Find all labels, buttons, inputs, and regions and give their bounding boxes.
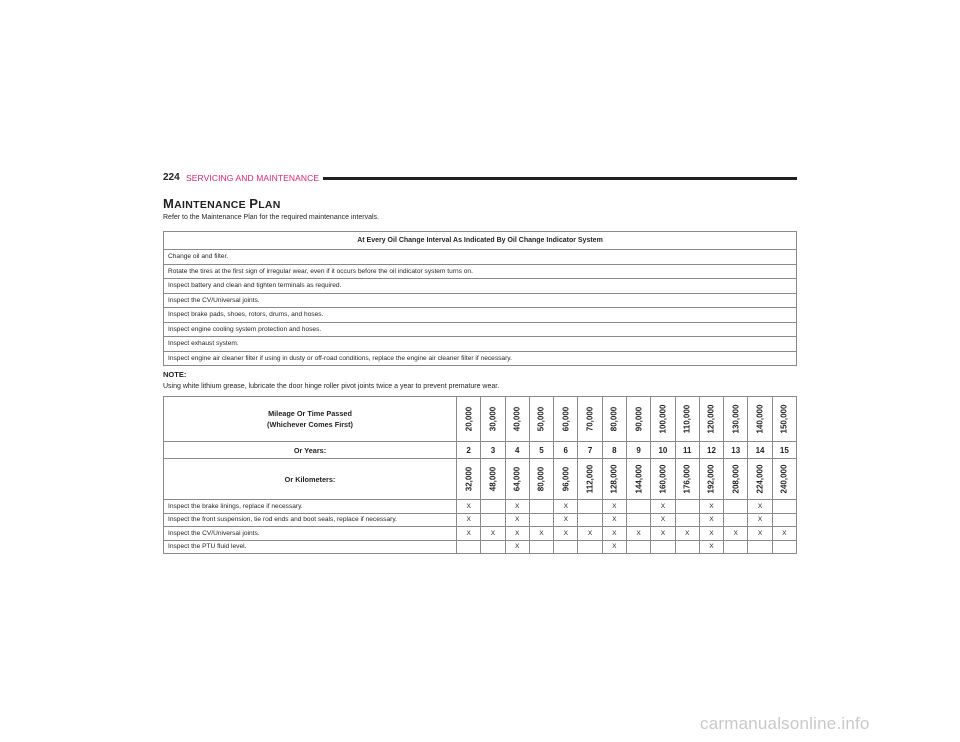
kilometers-cell: 192,000 [699, 459, 723, 500]
task-mark [675, 500, 699, 514]
mileage-cell: 150,000 [772, 397, 796, 442]
oil-table-row: Inspect exhaust system. [164, 337, 797, 352]
mileage-cell: 110,000 [675, 397, 699, 442]
mileage-label-line2: (Whichever Comes First) [267, 420, 353, 429]
mileage-cell: 90,000 [626, 397, 650, 442]
task-mark: X [724, 527, 748, 541]
oil-table-header: At Every Oil Change Interval As Indicated By Oil Change Indicator System [164, 232, 797, 250]
oil-table-row: Inspect battery and clean and tighten terminals as required. [164, 279, 797, 294]
task-label: Inspect the brake linings, replace if necessary. [164, 500, 457, 514]
kilometers-cell: 80,000 [529, 459, 553, 500]
years-label: Or Years: [164, 442, 457, 459]
watermark: carmanualsonline.info [700, 714, 870, 733]
task-mark [675, 540, 699, 554]
years-cell: 3 [481, 442, 505, 459]
years-cell: 10 [651, 442, 675, 459]
maintenance-schedule-table [163, 396, 797, 554]
task-mark: X [554, 513, 578, 527]
task-mark: X [651, 500, 675, 514]
task-mark: X [457, 500, 481, 514]
task-mark: X [699, 527, 723, 541]
task-mark: X [626, 527, 650, 541]
years-cell: 8 [602, 442, 626, 459]
task-mark [529, 540, 553, 554]
years-cell: 2 [457, 442, 481, 459]
years-cell: 9 [626, 442, 650, 459]
table-row [164, 513, 797, 527]
task-mark: X [651, 513, 675, 527]
kilometers-cell: 112,000 [578, 459, 602, 500]
oil-table-row: Inspect engine cooling system protection and hoses. [164, 322, 797, 337]
oil-change-table [163, 231, 797, 366]
task-mark: X [505, 527, 529, 541]
mileage-cell: 70,000 [578, 397, 602, 442]
task-mark [554, 540, 578, 554]
task-mark: X [602, 540, 626, 554]
page-title: MAINTENANCE PLAN [163, 196, 281, 211]
task-mark [626, 513, 650, 527]
page-header [163, 172, 797, 186]
kilometers-label: Or Kilometers: [164, 459, 457, 500]
task-mark: X [699, 540, 723, 554]
kilometers-cell: 96,000 [554, 459, 578, 500]
task-mark: X [505, 513, 529, 527]
kilometers-cell: 176,000 [675, 459, 699, 500]
task-mark: X [602, 513, 626, 527]
task-mark: X [554, 500, 578, 514]
task-mark [626, 500, 650, 514]
mileage-label-line1: Mileage Or Time Passed [268, 409, 352, 418]
mileage-cell: 40,000 [505, 397, 529, 442]
task-mark: X [748, 513, 772, 527]
intro-text: Refer to the Maintenance Plan for the required maintenance intervals. [163, 214, 379, 221]
years-cell: 7 [578, 442, 602, 459]
task-mark [724, 500, 748, 514]
years-cell: 6 [554, 442, 578, 459]
task-mark [578, 513, 602, 527]
task-mark: X [505, 540, 529, 554]
task-mark [578, 540, 602, 554]
task-mark: X [675, 527, 699, 541]
header-rule [323, 177, 797, 180]
task-mark: X [772, 527, 796, 541]
oil-table-row: Rotate the tires at the first sign of irregular wear, even if it occurs before the oil indicator system turns on. [164, 264, 797, 279]
note-label: NOTE: [163, 370, 187, 379]
task-mark [457, 540, 481, 554]
task-mark: X [529, 527, 553, 541]
task-mark [651, 540, 675, 554]
mileage-cell: 80,000 [602, 397, 626, 442]
task-mark: X [457, 513, 481, 527]
task-mark [724, 540, 748, 554]
task-mark: X [748, 527, 772, 541]
task-label: Inspect the front suspension, tie rod ends and boot seals, replace if necessary. [164, 513, 457, 527]
task-mark [529, 500, 553, 514]
task-mark: X [699, 500, 723, 514]
mileage-cell: 30,000 [481, 397, 505, 442]
kilometers-cell: 208,000 [724, 459, 748, 500]
task-mark: X [481, 527, 505, 541]
task-mark: X [505, 500, 529, 514]
task-mark [481, 513, 505, 527]
task-mark [724, 513, 748, 527]
task-mark: X [457, 527, 481, 541]
years-cell: 14 [748, 442, 772, 459]
section-title: SERVICING AND MAINTENANCE [186, 172, 320, 183]
task-mark: X [748, 500, 772, 514]
task-mark [748, 540, 772, 554]
table-row [164, 527, 797, 541]
task-mark: X [578, 527, 602, 541]
task-mark [481, 500, 505, 514]
task-label: Inspect the CV/Universal joints. [164, 527, 457, 541]
task-mark [578, 500, 602, 514]
task-mark: X [602, 500, 626, 514]
mileage-cell: 130,000 [724, 397, 748, 442]
years-cell: 12 [699, 442, 723, 459]
page-number: 224 [163, 172, 180, 183]
kilometers-cell: 32,000 [457, 459, 481, 500]
years-cell: 5 [529, 442, 553, 459]
mileage-cell: 140,000 [748, 397, 772, 442]
years-cell: 13 [724, 442, 748, 459]
task-mark: X [602, 527, 626, 541]
task-mark [481, 540, 505, 554]
kilometers-cell: 128,000 [602, 459, 626, 500]
table-row [164, 540, 797, 554]
oil-table-row: Inspect brake pads, shoes, rotors, drums, and hoses. [164, 308, 797, 323]
mileage-cell: 120,000 [699, 397, 723, 442]
task-mark [626, 540, 650, 554]
years-cell: 11 [675, 442, 699, 459]
table-row [164, 500, 797, 514]
mileage-cell: 100,000 [651, 397, 675, 442]
kilometers-cell: 240,000 [772, 459, 796, 500]
kilometers-cell: 160,000 [651, 459, 675, 500]
kilometers-cell: 64,000 [505, 459, 529, 500]
task-mark [772, 540, 796, 554]
mileage-label [164, 397, 457, 442]
oil-table-row: Inspect engine air cleaner filter if using in dusty or off-road conditions, replace the engine air cleaner filter if necessary. [164, 351, 797, 366]
task-mark [772, 500, 796, 514]
mileage-cell: 50,000 [529, 397, 553, 442]
oil-table-row: Change oil and filter. [164, 250, 797, 265]
kilometers-cell: 144,000 [626, 459, 650, 500]
note-text: Using white lithium grease, lubricate the door hinge roller pivot joints twice a year to prevent premature wear. [163, 383, 500, 390]
task-mark: X [651, 527, 675, 541]
mileage-cell: 20,000 [457, 397, 481, 442]
task-mark [529, 513, 553, 527]
kilometers-cell: 48,000 [481, 459, 505, 500]
task-mark [675, 513, 699, 527]
mileage-cell: 60,000 [554, 397, 578, 442]
task-mark: X [554, 527, 578, 541]
task-mark: X [699, 513, 723, 527]
task-mark [772, 513, 796, 527]
years-cell: 4 [505, 442, 529, 459]
kilometers-cell: 224,000 [748, 459, 772, 500]
task-label: Inspect the PTU fluid level. [164, 540, 457, 554]
oil-table-row: Inspect the CV/Universal joints. [164, 293, 797, 308]
years-cell: 15 [772, 442, 796, 459]
